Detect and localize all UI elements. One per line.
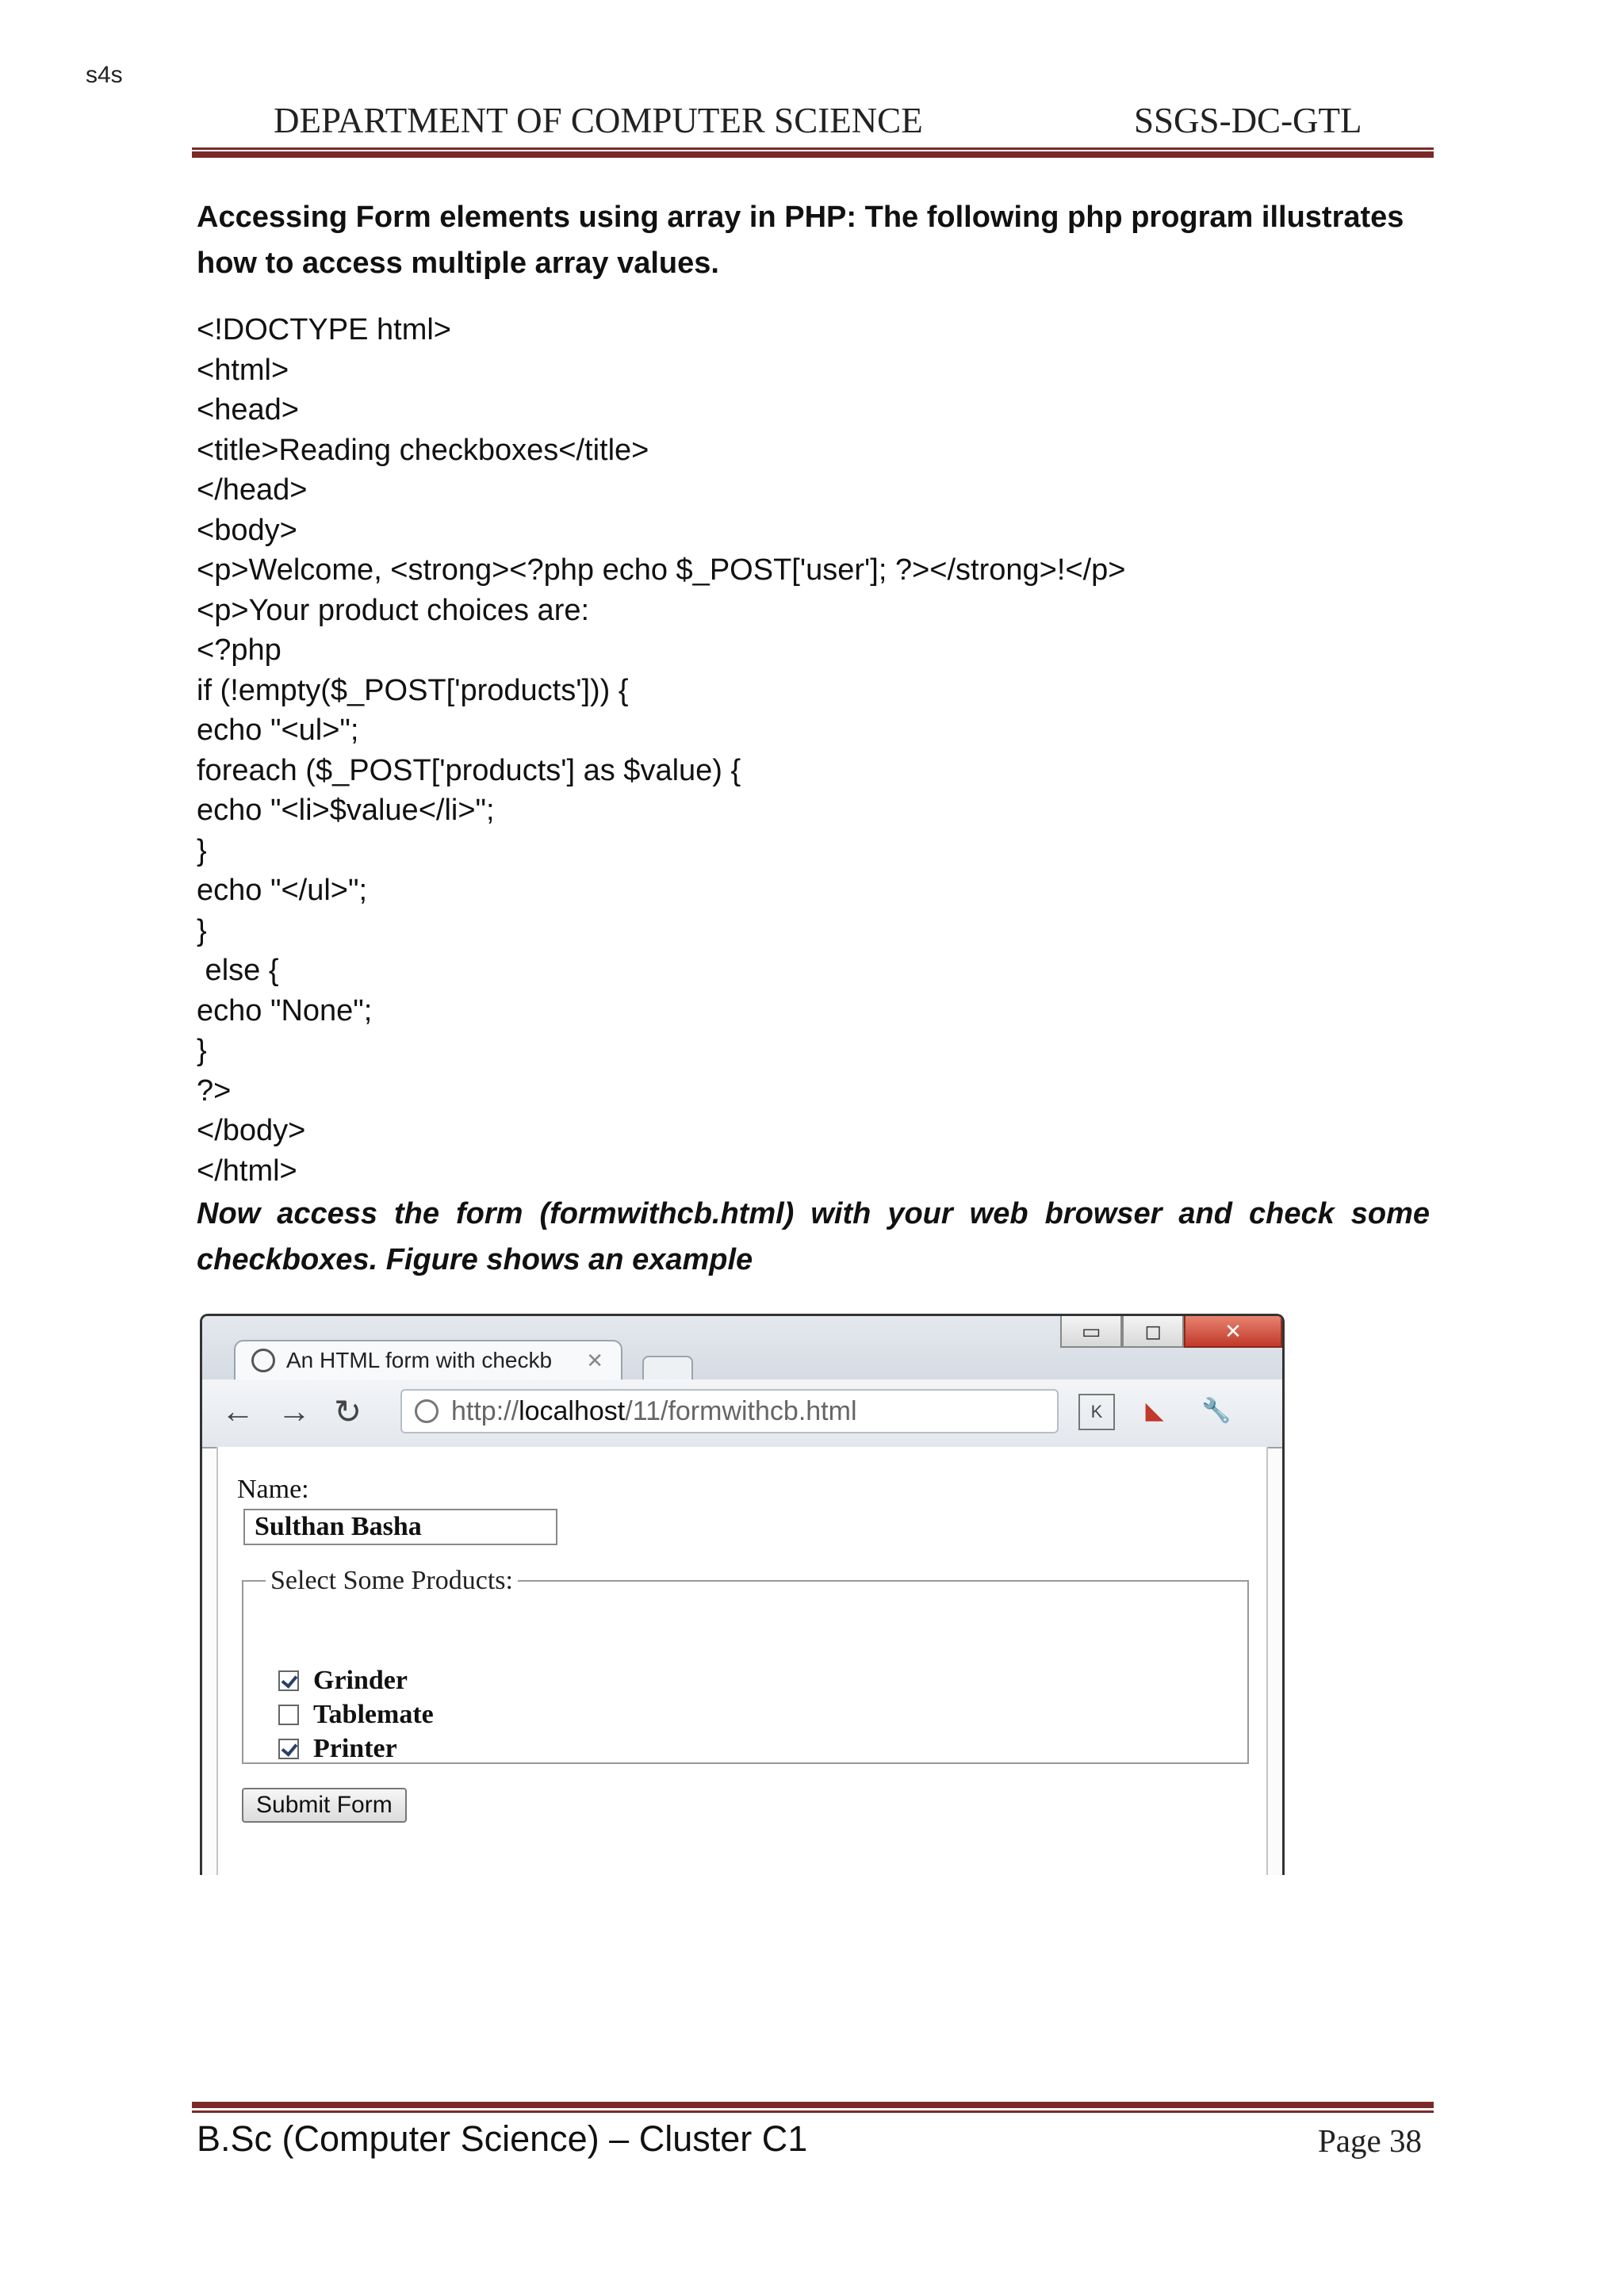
product-label: Tablemate: [313, 1700, 434, 1729]
globe-icon: [251, 1349, 275, 1372]
page-number: Page 38: [1318, 2122, 1422, 2159]
reload-icon[interactable]: ↻: [334, 1393, 362, 1430]
back-arrow-icon[interactable]: ←: [221, 1392, 255, 1429]
checkbox-unchecked[interactable]: [278, 1705, 299, 1725]
code-line: </body>: [197, 1114, 306, 1147]
code-line: echo "</ul>";: [197, 874, 368, 907]
corner-tag: s4s: [86, 62, 123, 88]
browser-page: [216, 1447, 1268, 1875]
antivirus-icon[interactable]: ◣: [1145, 1397, 1164, 1424]
code-line: foreach ($_POST['products'] as $value) {: [197, 753, 741, 787]
code-line: <head>: [197, 393, 299, 427]
code-line: <p>Welcome, <strong><?php echo $_POST['user']; ?></strong>!</p>: [197, 553, 1126, 587]
wrench-icon[interactable]: 🔧: [1201, 1397, 1231, 1424]
document-code: SSGS-DC-GTL: [1134, 101, 1362, 140]
header-rule-thick: [192, 151, 1434, 158]
close-icon[interactable]: ✕: [586, 1348, 603, 1372]
code-line: }: [197, 913, 207, 947]
footer-rule-thin: [192, 2110, 1434, 2113]
minimize-icon[interactable]: ▭: [1060, 1316, 1122, 1348]
footer-rule-thick: [192, 2102, 1434, 2108]
products-legend: Select Some Products:: [270, 1566, 513, 1595]
browser-navbar: [202, 1380, 1282, 1448]
product-option-grinder[interactable]: [278, 1666, 408, 1696]
code-line: <!DOCTYPE html>: [197, 313, 451, 346]
code-line: <p>Your product choices are:: [197, 593, 590, 627]
code-line: }: [197, 833, 207, 867]
department-title: DEPARTMENT OF COMPUTER SCIENCE: [274, 101, 923, 140]
tab-title: An HTML form with checkb: [286, 1348, 553, 1372]
checkbox-checked[interactable]: [278, 1670, 299, 1691]
code-line: <html>: [197, 353, 289, 387]
forward-arrow-icon[interactable]: →: [278, 1392, 311, 1429]
page-content: [197, 194, 1430, 1283]
code-line: }: [197, 1034, 207, 1067]
name-input[interactable]: [243, 1509, 557, 1545]
code-line: </html>: [197, 1154, 297, 1188]
header-rule-thin: [192, 147, 1434, 150]
url-path: /11/formwithcb.html: [625, 1395, 857, 1426]
globe-icon: [415, 1399, 439, 1423]
code-line: echo "None";: [197, 993, 373, 1027]
instruction-note: Now access the form (formwithcb.html) with your web browser and check some checkboxes. Figure shows an example: [197, 1197, 1430, 1276]
products-fieldset: [242, 1566, 1249, 1764]
maximize-icon[interactable]: ◻: [1122, 1316, 1184, 1348]
product-label: Printer: [313, 1734, 397, 1763]
product-option-tablemate[interactable]: [278, 1700, 434, 1730]
product-option-printer[interactable]: [278, 1734, 397, 1764]
url-prefix: http://: [451, 1395, 519, 1426]
footer-course: B.Sc (Computer Science) – Cluster C1: [197, 2118, 808, 2159]
url-host: localhost: [519, 1395, 626, 1426]
code-line: else {: [197, 954, 279, 987]
code-line: ?>: [197, 1073, 232, 1108]
code-line: echo "<li>$value</li>";: [197, 794, 495, 827]
extension-k-icon[interactable]: K: [1078, 1394, 1115, 1430]
code-listing: [197, 310, 1430, 1191]
window-controls: [1060, 1316, 1282, 1349]
product-label: Grinder: [313, 1666, 408, 1695]
window-close-icon[interactable]: ✕: [1184, 1316, 1282, 1348]
code-line: <title>Reading checkboxes</title>: [197, 433, 649, 467]
code-line: </head>: [197, 473, 308, 507]
new-tab-button[interactable]: [642, 1356, 693, 1381]
browser-tab[interactable]: [234, 1340, 622, 1380]
submit-form-button[interactable]: Submit Form: [242, 1788, 407, 1823]
browser-screenshot: [200, 1314, 1285, 1875]
code-line: <body>: [197, 513, 297, 547]
address-bar[interactable]: [400, 1389, 1059, 1433]
code-line: if (!empty($_POST['products'])) {: [197, 673, 629, 707]
code-line: echo "<ul>";: [197, 714, 359, 747]
code-line: <?php: [197, 633, 282, 667]
checkbox-checked[interactable]: [278, 1739, 299, 1759]
intro-paragraph: Accessing Form elements using array in PHP: The following php program illustrates how to access multiple array values.: [197, 201, 1404, 280]
name-label: Name:: [237, 1475, 309, 1504]
